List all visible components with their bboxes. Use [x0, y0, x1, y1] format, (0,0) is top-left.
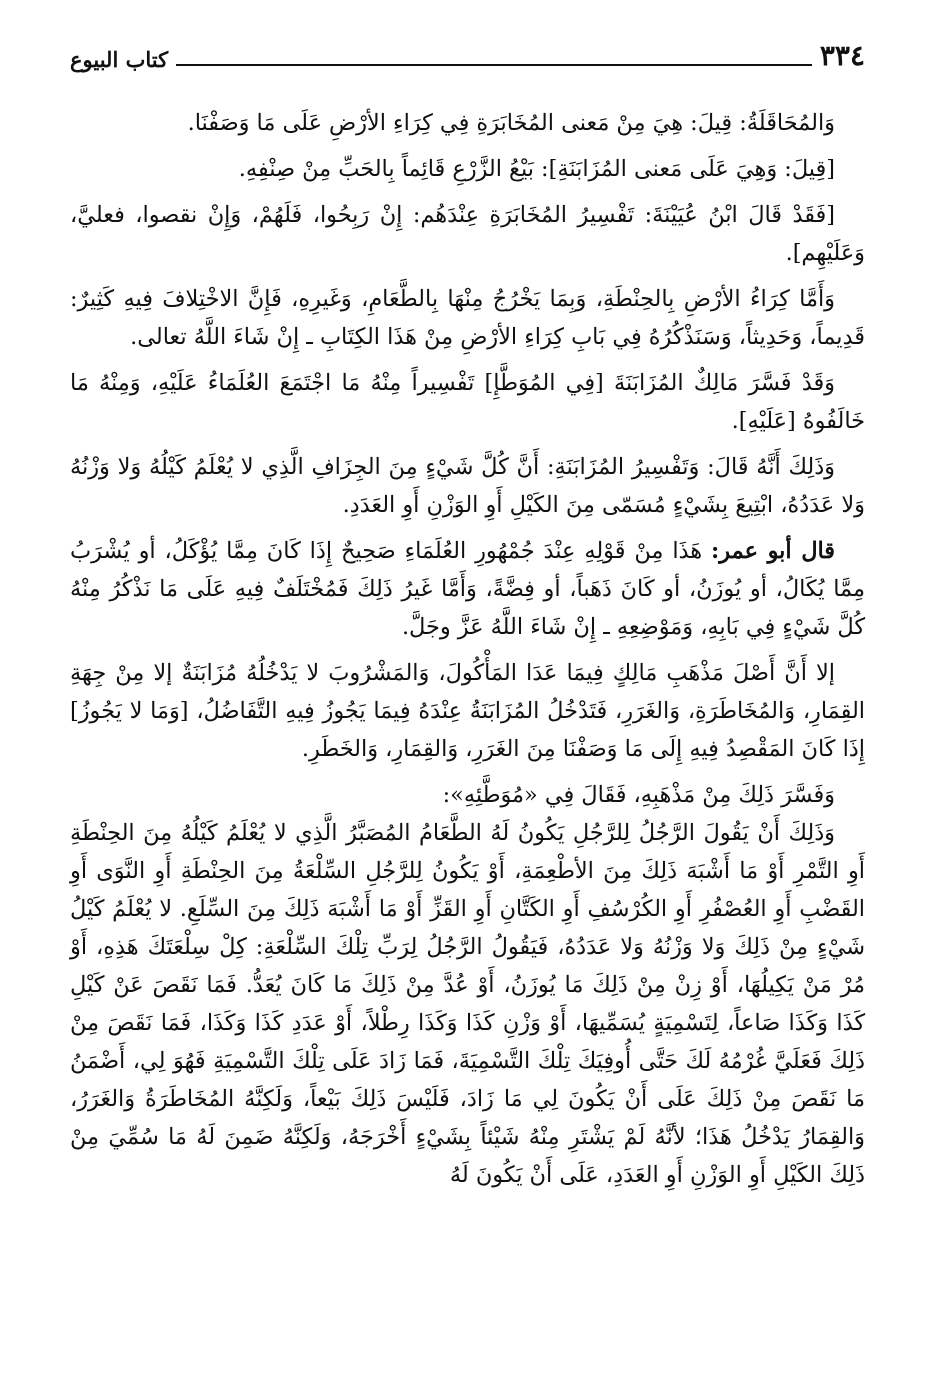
paragraph-text: إلا أَنَّ أَصْلَ مَذْهَبِ مَالِكٍ فِيمَا عَدَا المَأْكُولَ، وَالمَشْرُوبَ لا يَدْخُلُهُ مُزَابَنَةٌ إلا مِنْ جِهَةِ القِمَارِ، وَالمُخَاطَرَةِ، وَالغَرَرِ، فَتَدْخُلُ المُزَابَنَةُ عِنْدَهُ فِيمَا يَجُوزُ فِيهِ التَّفَاضُلُ، [وَمَا لا يَجُوزُ] إِذَا كَانَ المَقْصِدُ فِيهِ إِلَى مَا وَصَفْنَا مِنَ الغَرَرِ، وَالقِمَارِ، وَالخَطَرِ.	[70, 660, 865, 762]
paragraph	[70, 448, 865, 524]
speaker-label: قال أبو عمر:	[711, 538, 836, 564]
paragraph	[70, 104, 865, 142]
paragraph-text: [فَقَدْ قَالَ ابْنُ عُيَيْنَةَ: تَفْسِيرُ المُخَابَرَةِ عِنْدَهُم: إِنْ رَبِحُوا، فَلَهُمْ، وَإِنْ نقصوا، فعليَّ، وَعَلَيْهِم].	[70, 202, 865, 266]
paragraph	[70, 776, 865, 814]
paragraph-text: وَذَلِكَ أَنَّهُ قَالَ: وَتَفْسِيرُ المُزَابَنَةِ: أَنَّ كُلَّ شَيْءٍ مِنَ الجِزَافِ الَّذِي لا يُعْلَمُ كَيْلُهُ وَلا وَزْنُهُ وَلا عَدَدُهُ، ابْتِيعَ بِشَيْءٍ مُسَمّى مِنَ الكَيْلِ أَوِ الوَزْنِ أَوِ العَدَدِ.	[70, 454, 865, 518]
paragraph-text: وَفَسَّرَ ذَلِكَ مِنْ مَذْهَبِهِ، فَقَالَ فِي «مُوَطَّئِهِ»:	[442, 782, 835, 808]
paragraph-text: وَأَمَّا كِرَاءُ الأرْضِ بِالحِنْطَةِ، وَبِمَا يَخْرُجُ مِنْهَا بِالطَّعَامِ، وَغَيرِهِ، فَإِنَّ الاخْتِلافَ فِيهِ كَثِيرٌ: قَدِيماً، وَحَدِيثاً، وَسَنَذْكُرُهُ فِي بَابِ كِرَاءِ الأرْضِ مِنْ هَذَا الكِتَابِ ـ إِنْ شَاءَ اللَّهُ تعالى.	[70, 286, 865, 350]
paragraph-text: هَذَا مِنْ قَوْلِهِ عِنْدَ جُمْهُورِ العُلَمَاءِ صَحِيحٌ إِذَا كَانَ مِمَّا يُؤْكَلُ، أو يُشْرَبُ مِمَّا يُكَالُ، أو يُوزَنُ، أو كَانَ ذَهَباً، أو فِضَّةً، وَأَمَّا غَيرُ ذَلِكَ فَمُخْتَلَفٌ فِيهِ عَلَى مَا نَذْكُرُ مِنْهُ كُلَّ شَيْءٍ فِي بَابِهِ، وَمَوْضِعِهِ ـ إِنْ شَاءَ اللَّهُ عَزَّ وجَلَّ.	[70, 538, 865, 640]
paragraph	[70, 196, 865, 272]
paragraph-text: وَذَلِكَ أَنْ يَقُولَ الرَّجُلُ لِلرَّجُلِ يَكُونُ لَهُ الطَّعَامُ المُصَبَّرُ الَّذِي لا يُعْلَمُ كَيْلُهُ مِنَ الحِنْطَةِ أَوِ التَّمْرِ أَوْ مَا أَشْبَهَ ذَلِكَ مِنَ الأطْعِمَةِ، أَوْ يَكُونُ لِلرَّجُلِ السِّلْعَةُ مِنَ الحِنْطَةِ أَوِ النَّوَى أَوِ القَضْبِ أَوِ العُصْفُرِ أَوِ الكُرْسُفِ أَوِ الكَتَّانِ أَوِ القَزِّ أَوْ مَا أَشْبَهَ ذَلِكَ مِنَ السِّلَعِ. لا يُعْلَمُ كَيْلُ شَيْءٍ مِنْ ذَلِكَ وَلا وَزْنُهُ وَلا عَدَدُهُ، فَيَقُولُ الرَّجُلُ لِرَبِّ تِلْكَ السِّلْعَةِ: كِلْ سِلْعَتَكَ هَذِهِ، أَوْ مُرْ مَنْ يَكِيلُهَا، أَوْ زِنْ مِنْ ذَلِكَ مَا يُوزَنُ، أَوْ عُدَّ مِنْ ذَلِكَ مَا كَانَ يُعَدُّ. فَمَا نَقَصَ عَنْ كَيْلِ كَذَا وَكَذَا صَاعاً، لِتَسْمِيَةٍ يُسَمِّيهَا، أَوْ وَزْنِ كَذَا وَكَذَا رِطْلاً، أَوْ عَدَدِ كَذَا وَكَذَا، فَمَا نَقَصَ مِنْ ذَلِكَ فَعَلَيَّ غُرْمُهُ لَكَ حَتَّى أُوفِيَكَ تِلْكَ التَّسْمِيَةَ، فَمَا زَادَ عَلَى تِلْكَ التَّسْمِيَةِ فَهُوَ لِي، أَضْمَنُ مَا نَقَصَ مِنْ ذَلِكَ عَلَى أَنْ يَكُونَ لِي مَا زَادَ، فَلَيْسَ ذَلِكَ بَيْعاً، وَلَكِنَّهُ المُخَاطَرَةُ وَالغَرَرُ، وَالقِمَارُ يَدْخُلُ هَذَا؛ لأنَّهُ لَمْ يَشْتَرِ مِنْهُ شَيْئاً بِشَيْءٍ أَخْرَجَهُ، وَلَكِنَّهُ ضَمِنَ لَهُ مَا سُمِّيَ مِنْ ذَلِكَ الكَيْلِ أَوِ الوَزْنِ أَوِ العَدَدِ، عَلَى أَنْ يَكُونَ لَهُ	[70, 820, 865, 1188]
paragraph	[70, 364, 865, 440]
paragraph	[70, 814, 865, 1194]
header-rule	[176, 64, 812, 66]
paragraph	[70, 150, 865, 188]
body-text	[70, 104, 865, 1194]
running-header	[70, 30, 865, 70]
paragraph	[70, 280, 865, 356]
paragraph-text: وَالمُحَاقَلَةُ: قِيلَ: هِيَ مِنْ مَعنى المُخَابَرَةِ فِي كِرَاءِ الأرْضِ عَلَى مَا وَصَفْنَا.	[187, 110, 835, 136]
page-number: ٣٣٤	[819, 39, 865, 72]
paragraph-text: [قِيلَ: وَهِيَ عَلَى مَعنى المُزَابَنَةِ]: بَيْعُ الزَّرْعِ قَائِماً بِالحَبِّ مِنْ صِنْفِهِ.	[238, 156, 835, 182]
paragraph	[70, 654, 865, 768]
paragraph	[70, 532, 865, 646]
book-title: كتاب البيوع	[70, 47, 169, 72]
paragraph-text: وَقَدْ فَسَّرَ مَالِكٌ المُزَابَنَةَ [فِي المُوَطَّإِ] تَفْسِيراً مِنْهُ مَا اجْتَمَعَ العُلَمَاءُ عَلَيْهِ، وَمِنْهُ مَا خَالَفُوهُ [عَلَيْهِ].	[70, 370, 865, 434]
